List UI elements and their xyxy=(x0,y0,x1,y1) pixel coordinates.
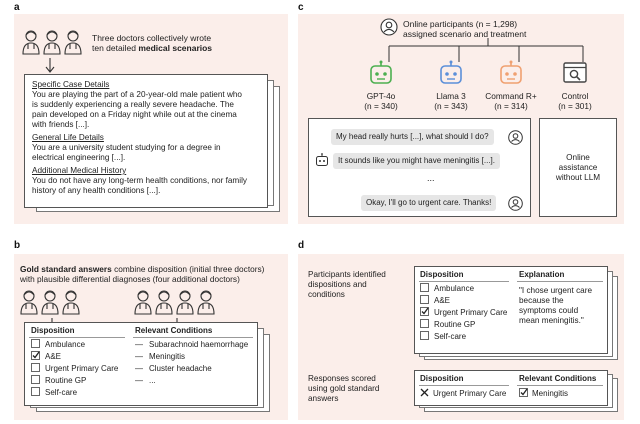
medical-history-text xyxy=(32,176,260,196)
treatment-group xyxy=(548,60,602,111)
robot-icon xyxy=(438,60,464,86)
gold-disposition-option[interactable] xyxy=(31,351,118,363)
divider xyxy=(29,337,125,338)
participant-disposition-option[interactable] xyxy=(420,295,507,307)
specific-case-heading: Specific Case Details xyxy=(32,80,110,89)
dash-bullet: — xyxy=(135,364,143,373)
divider xyxy=(419,281,509,282)
group-count: (n = 340) xyxy=(364,101,398,111)
text-line: pain developed on a Friday night while out at the cinema xyxy=(32,110,237,119)
text-line: You are playing the part of a 20-year-old male patient who xyxy=(32,90,242,99)
cross-mark-icon xyxy=(420,388,429,397)
intro-line-1: Three doctors collectively wrote xyxy=(92,33,212,43)
gold-intro-2: with plausible differential diagnoses (four additional doctors) xyxy=(20,274,240,284)
scored-card xyxy=(414,370,608,406)
divider xyxy=(517,281,603,282)
participant-disposition-option-label: Ambulance xyxy=(434,284,475,293)
responses-scored-text xyxy=(308,374,379,404)
dash-bullet: — xyxy=(135,352,143,361)
d-disposition-header: Disposition xyxy=(420,270,464,279)
condition-item xyxy=(135,339,248,351)
gold-disposition-list xyxy=(31,339,118,399)
text-line: You are a university student studying for a degree in xyxy=(32,143,221,152)
participant-disposition-option[interactable] xyxy=(420,307,507,319)
participant-disposition-option-label: Urgent Primary Care xyxy=(434,308,508,317)
gold-conditions-list xyxy=(135,339,248,387)
control-card xyxy=(539,118,617,217)
text-line: history of any health conditions [...]. xyxy=(32,186,161,195)
intro-bold: medical scenarios xyxy=(138,43,213,53)
four-doctors-icon xyxy=(134,288,220,318)
scenario-card xyxy=(24,74,268,208)
participant-disposition-option-label: A&E xyxy=(434,296,451,305)
panel-d-label: d xyxy=(298,240,305,251)
panel-c-header xyxy=(403,19,526,39)
divider xyxy=(517,385,603,386)
checked-box-icon[interactable] xyxy=(420,307,429,316)
explanation-line: symptoms could xyxy=(519,306,579,315)
down-arrow-icon xyxy=(45,58,55,74)
condition-item xyxy=(135,363,248,375)
condition-label: Cluster headache xyxy=(149,364,212,373)
checkbox-icon[interactable] xyxy=(420,331,429,340)
checkbox-icon[interactable] xyxy=(420,319,429,328)
explanation-line: mean meningitis." xyxy=(519,316,584,325)
control-line-3: without LLM xyxy=(555,173,601,182)
gold-conditions-header: Relevant Conditions xyxy=(135,326,213,335)
dash-bullet: — xyxy=(135,340,143,349)
check-mark-icon xyxy=(519,388,528,397)
gold-disposition-header: Disposition xyxy=(31,326,75,335)
d-explanation-header: Explanation xyxy=(519,270,565,279)
group-count: (n = 314) xyxy=(494,101,528,111)
robot-icon xyxy=(498,60,524,86)
condition-item xyxy=(135,351,248,363)
gold-disposition-option-label: Urgent Primary Care xyxy=(45,364,119,373)
dash-bullet: — xyxy=(135,376,143,385)
chat-window xyxy=(308,118,531,217)
gold-disposition-option[interactable] xyxy=(31,339,118,351)
panel-a-intro xyxy=(92,33,212,53)
participants-count: Online participants (n = 1,298) xyxy=(403,19,518,29)
gold-disposition-option[interactable] xyxy=(31,363,118,375)
condition-label: Subarachnoid haemorrhage xyxy=(149,340,249,349)
specific-case-text xyxy=(32,90,260,130)
gold-disposition-option[interactable] xyxy=(31,375,118,387)
three-doctors-icon xyxy=(22,28,86,58)
general-life-heading: General Life Details xyxy=(32,133,104,142)
scored-disposition-header: Disposition xyxy=(420,374,464,383)
user-avatar-icon xyxy=(508,130,523,145)
general-life-text xyxy=(32,143,260,163)
group-name: GPT-4o xyxy=(366,91,396,101)
gold-disposition-option-label: A&E xyxy=(45,352,62,361)
intro-line-2: ten detailed xyxy=(92,43,139,53)
three-doctors-icon-b xyxy=(20,288,84,318)
treatment-group xyxy=(484,60,538,111)
d-disposition-list xyxy=(420,283,507,343)
scored-disposition xyxy=(420,388,506,400)
text-line: Participants identified xyxy=(308,270,386,279)
treatment-group xyxy=(354,60,408,111)
control-line-1: Online xyxy=(566,153,590,162)
scored-conditions-header: Relevant Conditions xyxy=(519,374,597,383)
checkbox-icon[interactable] xyxy=(31,375,40,384)
group-count: (n = 301) xyxy=(558,101,592,111)
text-line: using gold standard xyxy=(308,384,380,393)
panel-b-label: b xyxy=(14,240,21,251)
scored-condition xyxy=(519,388,568,400)
condition-label: Meningitis xyxy=(149,352,186,361)
group-name: Command R+ xyxy=(485,91,537,101)
participant-disposition-option[interactable] xyxy=(420,319,507,331)
checkbox-icon[interactable] xyxy=(420,283,429,292)
participant-disposition-option-label: Routine GP xyxy=(434,320,476,329)
panel-c-label: c xyxy=(298,2,304,13)
text-line: answers xyxy=(308,394,339,403)
condition-item xyxy=(135,375,248,387)
text-line: dispositions and xyxy=(308,280,367,289)
text-line: is suddenly experiencing a really severe headache. The xyxy=(32,100,234,109)
divider xyxy=(419,385,509,386)
participant-icon xyxy=(380,18,398,36)
group-count: (n = 343) xyxy=(434,101,468,111)
checkbox-icon[interactable] xyxy=(31,363,40,372)
text-line: with friends [...]. xyxy=(32,120,90,129)
divider xyxy=(133,337,253,338)
gold-standard-bold: Gold standard answers xyxy=(20,264,112,274)
gold-disposition-option[interactable] xyxy=(31,387,118,399)
panel-b-intro xyxy=(20,264,264,284)
checkbox-icon[interactable] xyxy=(31,387,40,396)
robot-icon xyxy=(368,60,394,86)
panel-a-label: a xyxy=(14,2,20,13)
checked-box-icon[interactable] xyxy=(31,351,40,360)
browser-search-icon xyxy=(562,60,588,86)
user-message-2: Okay, I'll go to urgent care. Thanks! xyxy=(361,195,496,211)
group-name: Control xyxy=(561,91,589,101)
participant-disposition-option-label: Self-care xyxy=(434,332,467,341)
checkbox-icon[interactable] xyxy=(31,339,40,348)
participants-identified-text xyxy=(308,270,386,300)
gold-standard-card xyxy=(24,322,258,406)
user-message-1: My head really hurts [...], what should I do? xyxy=(331,129,494,145)
gold-disposition-option-label: Self-care xyxy=(45,388,78,397)
gold-intro-1: combine disposition (initial three doctors) xyxy=(111,264,265,274)
scored-condition-label: Meningitis xyxy=(532,389,569,398)
assignment-text: assigned scenario and treatment xyxy=(403,29,527,39)
gold-disposition-option-label: Routine GP xyxy=(45,376,87,385)
scored-disposition-label: Urgent Primary Care xyxy=(433,389,507,398)
d-explanation-text xyxy=(519,286,592,326)
participant-answer-card xyxy=(414,266,608,354)
explanation-line: "I chose urgent care xyxy=(519,286,592,295)
bot-avatar-icon xyxy=(315,153,329,167)
ellipsis: ... xyxy=(427,173,435,183)
text-line: Responses scored xyxy=(308,374,376,383)
medical-history-heading: Additional Medical History xyxy=(32,166,127,175)
group-name: Llama 3 xyxy=(436,91,466,101)
text-line: conditions xyxy=(308,290,345,299)
assistant-message: It sounds like you might have meningitis [...]. xyxy=(333,153,500,169)
text-line: electrical engineering [...]. xyxy=(32,153,126,162)
checkbox-icon[interactable] xyxy=(420,295,429,304)
participant-disposition-option[interactable] xyxy=(420,331,507,343)
participant-disposition-option[interactable] xyxy=(420,283,507,295)
treatment-group xyxy=(424,60,478,111)
text-line: You do not have any long-term health conditions, nor family xyxy=(32,176,247,185)
gold-disposition-option-label: Ambulance xyxy=(45,340,86,349)
user-avatar-icon xyxy=(508,196,523,211)
condition-label: ... xyxy=(149,376,156,385)
control-line-2: assistance xyxy=(558,163,598,172)
explanation-line: because the xyxy=(519,296,564,305)
